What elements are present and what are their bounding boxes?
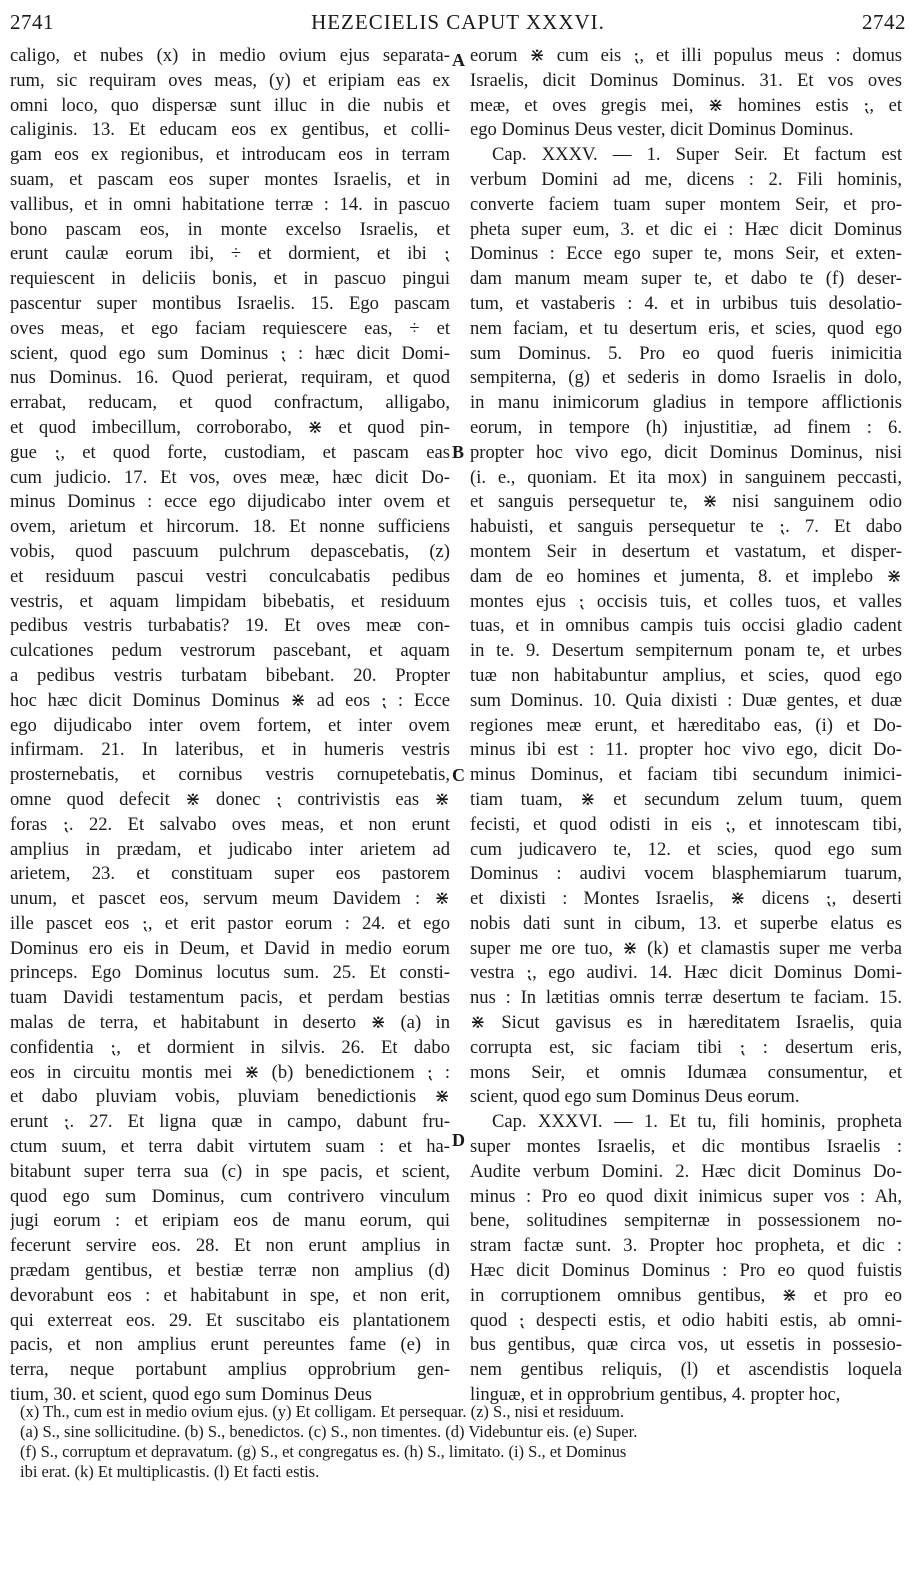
text-line: Audite verbum Domini. 2. Hæc dicit Dominus Do- — [470, 1160, 902, 1182]
text-line: tuas, et in omnibus campis tuis occisi gladio cadent — [470, 615, 902, 637]
text-line: et quod imbecillum, corroborabo, ⋇ et quod pin- — [10, 416, 450, 438]
margin-letter-d: D — [452, 1130, 465, 1150]
text-line: bono pascam eos, in monte excelso Israelis, et — [10, 218, 450, 240]
text-line: nus : In lætitias omnis terræ desertum te faciam. 15. — [470, 987, 902, 1009]
text-line: bus gentibus, quæ circa vos, ut essetis in possesio- — [470, 1334, 902, 1356]
text-line: fecisti, et quod odisti in eis ⁏, et innotescam tibi, — [470, 813, 902, 835]
text-line: super me ore tuo, ⋇ (k) et clamastis super me verba — [470, 937, 902, 959]
text-line: hoc hæc dicit Dominus Dominus ⋇ ad eos ⁏ : Ecce — [10, 689, 450, 711]
text-line: pascentur super montibus Israelis. 15. Ego pascam — [10, 292, 450, 314]
page-number-left: 2741 — [10, 10, 54, 34]
footnotes — [20, 1402, 900, 1482]
text-line: amplius in prædam, et judicabo inter arietem ad — [10, 838, 450, 860]
text-line: verbum Domini ad me, dicens : 2. Fili hominis, — [470, 168, 902, 190]
page-number-right: 2742 — [862, 10, 906, 34]
text-line: converte faciem tuam super montem Seir, et pro- — [470, 193, 902, 215]
text-line: bene, solitudines sempiternæ in possessionem no- — [470, 1210, 902, 1232]
margin-letter-c: C — [452, 765, 465, 785]
text-line: oves meas, et ego faciam requiescere eas, ÷ et — [10, 317, 450, 339]
text-line: regiones meæ erunt, et hæreditabo eas, (i) et Do- — [470, 714, 902, 736]
text-line: omni loco, quo dispersæ sunt illuc in die nubis et — [10, 94, 450, 116]
text-line: Cap. XXXVI. — 1. Et tu, fili hominis, propheta — [492, 1111, 902, 1133]
text-line: minus Dominus : ecce ego dijudicabo inter ovem et — [10, 491, 450, 513]
text-line: bitabunt super terra sua (c) in spe pacis, et scient, — [10, 1160, 450, 1182]
text-line: sempiterna, (g) et sederis in domo Israelis in dolo, — [470, 367, 902, 389]
right-column — [470, 44, 902, 1408]
text-line: pheta super eum, 3. et dic ei : Hæc dicit Dominus — [470, 218, 902, 240]
text-line: gam eos ex regionibus, et introducam eos in terram — [10, 144, 450, 166]
text-line: pedibus vestris turbabatis? 19. Et oves meæ con- — [10, 615, 450, 637]
text-line: omne quod defecit ⋇ donec ⁏ contrivistis eas ⋇ — [10, 788, 450, 810]
margin-letter-a: A — [452, 50, 465, 70]
text-line: a pedibus vestris turbatam bibebant. 20. Propter — [10, 664, 450, 686]
text-line: nem faciam, et tu desertum eris, et scies, quod ego — [470, 317, 902, 339]
margin-letter-b: B — [452, 442, 465, 462]
text-line: Dominus : audivi vocem blasphemiarum tuarum, — [470, 863, 902, 885]
text-line: eorum ⋇ cum eis ⁏, et illi populus meus : domus — [470, 45, 902, 66]
text-line: unum, et pascet eos, servum meum Davidem : ⋇ — [10, 888, 450, 910]
text-line: arietem, 23. et constituam super eos pastorem — [10, 863, 450, 885]
text-line: vallibus, et in omni habitatione terræ : 14. in pascuo — [10, 193, 450, 215]
text-line: linguæ, et in opprobrium gentibus, 4. propter hoc, — [470, 1384, 841, 1406]
text-line: mons Seir, et omnis Idumæa consumentur, et — [470, 1061, 902, 1083]
footnote-line: ibi erat. (k) Et multiplicastis. (l) Et facti estis. — [20, 1462, 320, 1481]
text-line: habuisti, et sanguis persequetur te ⁏. 7. Et dabo — [470, 516, 902, 538]
text-line: quod ⁏ despecti estis, et odio habiti estis, ab omni- — [470, 1309, 902, 1331]
text-line: Dominus : Ecce ego super te, mons Seir, et exten- — [470, 243, 902, 265]
text-line: fecerunt servire eos. 28. Et non erunt amplius in — [10, 1235, 450, 1257]
text-line: infirmam. 21. In lateribus, et in humeris vestris — [10, 739, 450, 761]
text-line: gue ⁏, et quod forte, custodiam, et pascam eas — [10, 441, 450, 463]
text-line: ctum suum, et terra dabit virtutem suam : et ha- — [10, 1136, 450, 1158]
text-line: culcationes pedum vestrorum pascebant, et aquam — [10, 640, 450, 662]
text-line: tum, et vastaberis : 4. et in urbibus tuis desolatio- — [470, 292, 902, 314]
text-line: nem gentibus reliquis, (l) et ascendistis loquela — [470, 1359, 902, 1381]
text-line: et dabo pluviam vobis, pluviam benedictionis ⋇ — [10, 1086, 450, 1108]
text-line: eorum, in tempore (h) injustitiæ, ad finem : 6. — [470, 416, 902, 438]
text-line: minus ibi est : 11. propter hoc vivo ego, dicit Do- — [470, 739, 902, 761]
text-line: errabat, reducam, et quod confractum, alligabo, — [10, 392, 450, 414]
text-line: minus : Pro eo quod dixit inimicus super vos : Ah, — [470, 1185, 902, 1207]
text-line: caligo, et nubes (x) in medio ovium ejus separata- — [10, 45, 450, 66]
text-line: ⋇ Sicut gavisus es in hæreditatem Israelis, quia — [470, 1012, 902, 1034]
text-line: et residuum pascui vestri conculcabatis pedibus — [10, 565, 450, 587]
text-line: dam manum meam super te, et dabo te (f) deser- — [470, 268, 902, 290]
text-line: pacis, et non amplius erunt pereuntes fame (e) in — [10, 1334, 450, 1356]
text-line: montem Seir in desertum et vastatum, et disper- — [470, 540, 902, 562]
text-line: dam de eo homines et jumenta, 8. et implebo ⋇ — [470, 565, 902, 587]
text-line: erunt ⁏. 27. Et ligna quæ in campo, dabunt fru- — [10, 1111, 450, 1133]
text-line: caliginis. 13. Et educam eos ex gentibus, et colli- — [10, 119, 450, 141]
text-line: requiescent in deliciis bonis, et in pascuo pingui — [10, 268, 450, 290]
text-line: super montes Israelis, et dic montibus Israelis : — [470, 1136, 902, 1158]
footnote-line: (a) S., sine sollicitudine. (b) S., benedictos. (c) S., non timentes. (d) Videbuntur eis. (e) Super. — [20, 1422, 638, 1441]
text-line: et sanguis persequetur te, ⋇ nisi sanguinem odio — [470, 491, 902, 513]
left-column — [10, 44, 450, 1408]
text-line: quod ego sum Dominus, cum contrivero vinculum — [10, 1185, 450, 1207]
text-line: tuæ non habitabuntur amplius, et scies, quod ego — [470, 664, 902, 686]
text-line: ille pascet eos ⁏, et erit pastor eorum : 24. et ego — [10, 912, 450, 934]
text-line: eos in circuitu montis mei ⋇ (b) benedictionem ⁏ : — [10, 1061, 450, 1083]
text-line: sum Dominus. 5. Pro eo quod fueris inimicitia — [470, 342, 902, 364]
footnote-line: (x) Th., cum est in medio ovium ejus. (y) Et colligam. Et persequar. (z) S., nisi et residuum. — [20, 1402, 625, 1421]
text-line: Cap. XXXV. — 1. Super Seir. Et factum est — [492, 144, 902, 166]
text-line: cum judicio. 17. Et vos, oves meæ, hæc dicit Do- — [10, 466, 450, 488]
text-line: suam, et pascam eos super montes Israelis, et in — [10, 168, 450, 190]
footnote-line: (f) S., corruptum et depravatum. (g) S., et congregatus es. (h) S., limitato. (i) S., et Dominus — [20, 1442, 627, 1461]
text-line: meæ, et oves gregis mei, ⋇ homines estis ⁏, et — [470, 94, 902, 116]
text-line: tuam Davidi testamentum pacis, et perdam bestias — [10, 987, 450, 1009]
text-line: devorabunt eos : et habitabunt in spe, et non erit, — [10, 1284, 450, 1306]
text-line: vestris, et aquam limpidam bibebatis, et residuum — [10, 590, 450, 612]
text-line: malas de terra, et habitabunt in deserto ⋇ (a) in — [10, 1012, 450, 1034]
text-line: et dixisti : Montes Israelis, ⋇ dicens ⁏, deserti — [470, 888, 902, 910]
text-line: minus Dominus, et faciam tibi secundum inimici- — [470, 764, 902, 786]
text-line: sum Dominus. 10. Quia dixisti : Duæ gentes, et duæ — [470, 689, 902, 711]
text-line: tium, 30. et scient, quod ego sum Dominus Deus — [10, 1384, 373, 1406]
text-line: ego Dominus Deus vester, dicit Dominus Dominus. — [470, 119, 854, 141]
text-line: scient, quod ego sum Dominus Deus eorum. — [470, 1086, 800, 1108]
text-line: terra, neque portabunt amplius opprobrium gen- — [10, 1359, 450, 1381]
text-line: (i. e., quoniam. Et ita mox) in sanguinem peccasti, — [470, 466, 902, 488]
page-header — [10, 4, 906, 40]
text-line: in te. 9. Desertum sempiternum ponam te, et urbes — [470, 640, 902, 662]
text-line: prosternebatis, et cornibus vestris cornupetebatis, — [10, 764, 450, 786]
text-line: propter hoc vivo ego, dicit Dominus Dominus, nisi — [470, 441, 902, 463]
text-line: nus Dominus. 16. Quod perierat, requiram, et quod — [10, 367, 450, 389]
text-line: corrupta est, sic faciam tibi ⁏ : desertum eris, — [470, 1036, 902, 1058]
text-line: prædam gentibus, et bestiæ terræ non amplius (d) — [10, 1260, 450, 1282]
text-line: foras ⁏. 22. Et salvabo oves meas, et non erunt — [10, 813, 450, 835]
text-line: Dominus ero eis in Deum, et David in medio eorum — [10, 937, 450, 959]
text-line: erunt caulæ eorum ibi, ÷ et dormient, et ibi ⁏ — [10, 243, 450, 265]
text-line: Hæc dicit Dominus Dominus : Pro eo quod fuistis — [470, 1260, 902, 1282]
text-line: vobis, quod pascuum pulchrum depascebatis, (z) — [10, 540, 450, 562]
text-line: ego dijudicabo inter ovem fortem, et inter ovem — [10, 714, 450, 736]
text-line: qui exterreat eos. 29. Et suscitabo eis plantationem — [10, 1309, 450, 1331]
text-line: in corruptionem omnibus gentibus, ⋇ et pro eo — [470, 1284, 902, 1306]
text-line: stram factæ sunt. 3. Propter hoc propheta, et dic : — [470, 1235, 902, 1257]
text-line: confidentia ⁏, et dormient in silvis. 26. Et dabo — [10, 1036, 450, 1058]
text-line: ovem, arietum et hircorum. 18. Et nonne sufficiens — [10, 516, 450, 538]
text-line: Israelis, dicit Dominus Dominus. 31. Et vos oves — [470, 69, 902, 91]
text-line: montes ejus ⁏ occisis tuis, et colles tuos, et valles — [470, 590, 902, 612]
text-line: princeps. Ego Dominus locutus sum. 25. Et consti- — [10, 962, 450, 984]
text-line: scient, quod ego sum Dominus ⁏ : hæc dicit Domi- — [10, 342, 450, 364]
text-line: cum judicavero te, 12. et scies, quod ego sum — [470, 838, 902, 860]
text-line: vestra ⁏, ego audivi. 14. Hæc dicit Dominus Domi- — [470, 962, 902, 984]
text-line: in manu inimicorum gladius in tempore afflictionis — [470, 392, 902, 414]
text-line: rum, sic requiram oves meas, (y) et eripiam eas ex — [10, 69, 450, 91]
running-title: HEZECIELIS CAPUT XXXVI. — [311, 10, 605, 34]
text-line: nobis dati sunt in cibum, 13. et superbe elatus es — [470, 912, 902, 934]
text-line: jugi eorum : et eripiam eos de manu eorum, qui — [10, 1210, 450, 1232]
text-line: tiam tuam, ⋇ et secundum zelum tuum, quem — [470, 788, 902, 810]
